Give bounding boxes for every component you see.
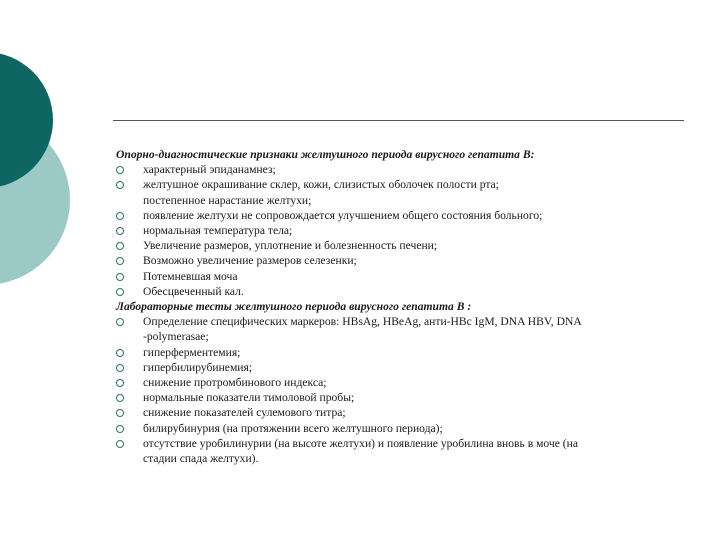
list-item: характерный эпиданамнез; xyxy=(116,162,691,177)
circle-bullet-icon xyxy=(116,349,124,357)
list-item: Обесцвеченный кал. xyxy=(116,284,691,299)
circle-bullet-icon xyxy=(116,181,124,189)
list-item: желтушное окрашивание склер, кожи, слизистых оболочек полости рта; xyxy=(116,177,691,192)
circle-bullet-icon xyxy=(116,242,124,250)
slide-content xyxy=(116,147,691,466)
list-item: Определение специфических маркеров: HBsAg, HBeAg, анти-HBc IgM, DNA HBV, DNA xyxy=(116,314,691,329)
horizontal-divider xyxy=(113,120,684,121)
circle-bullet-icon xyxy=(116,288,124,296)
list-item: гиперферментемия; xyxy=(116,345,691,360)
list-item: нормальная температура тела; xyxy=(116,223,691,238)
list-item: отсутствие уробилинурии (на высоте желтухи) и появление уробилина вновь в моче (на xyxy=(116,436,691,451)
circle-bullet-icon xyxy=(116,425,124,433)
circle-bullet-icon xyxy=(116,394,124,402)
circle-bullet-icon xyxy=(116,379,124,387)
list-item: нормальные показатели тимоловой пробы; xyxy=(116,390,691,405)
circle-bullet-icon xyxy=(116,409,124,417)
heading-icteric-signs: Опорно-диагностические признаки желтушного периода вирусного гепатита В: xyxy=(116,148,535,161)
list-item: гипербилирубинемия; xyxy=(116,360,691,375)
circle-bullet-icon xyxy=(116,227,124,235)
list-item-continuation: -polymerasae; xyxy=(143,330,209,344)
circle-bullet-icon xyxy=(116,273,124,281)
list-item: снижение показателей сулемового титра; xyxy=(116,405,691,420)
list-item: постепенное нарастание желтухи; xyxy=(143,193,312,207)
list-item: появление желтухи не сопровождается улучшением общего состояния больного; xyxy=(116,208,691,223)
list-item: Возможно увеличение размеров селезенки; xyxy=(116,253,691,268)
heading-lab-tests: Лабораторные тесты желтушного периода вирусного гепатита В : xyxy=(116,300,472,314)
circle-bullet-icon xyxy=(116,166,124,174)
circle-bullet-icon xyxy=(116,364,124,372)
circle-bullet-icon xyxy=(116,440,124,448)
list-item-continuation: стадии спада желтухи). xyxy=(143,452,259,466)
circle-bullet-icon xyxy=(116,257,124,265)
list-item: билирубинурия (на протяжении всего желтушного периода); xyxy=(116,421,691,436)
decorative-circles xyxy=(0,0,120,300)
circle-bullet-icon xyxy=(116,318,124,326)
list-item: снижение протромбинового индекса; xyxy=(116,375,691,390)
list-item: Потемневшая моча xyxy=(116,269,691,284)
list-item: Увеличение размеров, уплотнение и болезненность печени; xyxy=(116,238,691,253)
circle-bullet-icon xyxy=(116,212,124,220)
